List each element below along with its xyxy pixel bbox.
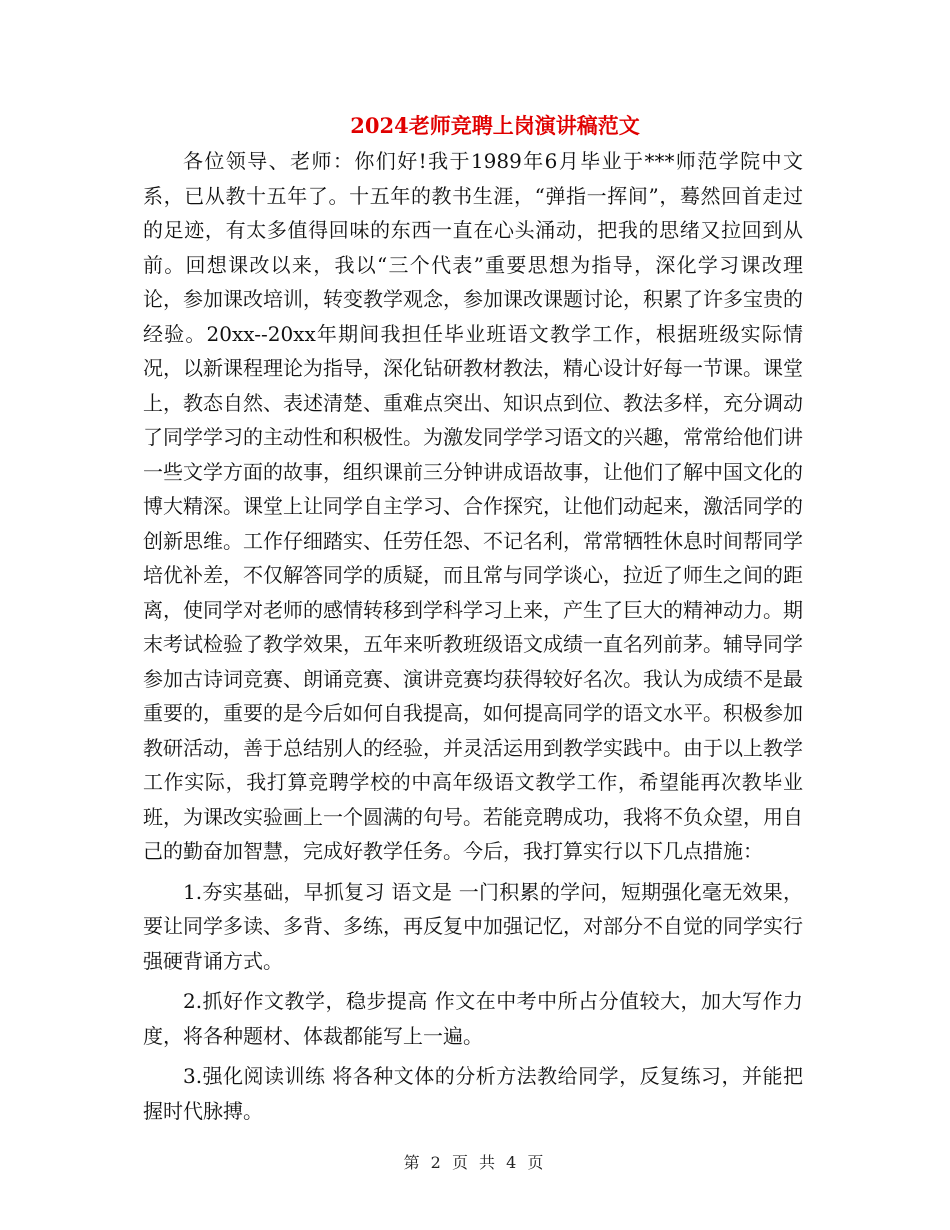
paragraph-measure-2: 2.抓好作文教学，稳步提高 作文在中考中所占分值较大，加大写作力度，将各种题材、体裁都能写上一遍。 — [143, 989, 803, 1048]
document-body — [143, 144, 803, 1128]
paragraph-measure-3: 3.强化阅读训练 将各种文体的分析方法教给同学，反复练习，并能把握时代脉搏。 — [143, 1064, 803, 1123]
document-title: 2024老师竞聘上岗演讲稿范文 — [350, 113, 640, 138]
paragraph-intro: 各位领导、老师：你们好!我于1989年6月毕业于***师范学院中文系，已从教十五年了。十五年的教书生涯，“弹指一挥间”，蓦然回首走过的足迹，有太多值得回味的东西一直在心头涌动，把我的思绪又拉回到从前。回想课改以来，我以“三个代表”重要思想为指导，深化学习课改理论，参加课改培训，转变教学观念，参加课改课题讨论，积累了许多宝贵的经验。20xx--20xx年期间我担任毕业班语文教学工作，根据班级实际情况，以新课程理论为指导，深化钻研教材教法，精心设计好每一节课。课堂上，教态自然、表述清楚、重难点突出、知识点到位、教法多样，充分调动了同学学习的主动性和积极性。为激发同学学习语文的兴趣，常常给他们讲一些文学方面的故事，组织课前三分钟讲成语故事，让他们了解中国文化的博大精深。课堂上让同学自主学习、合作探究，让他们动起来，激活同学的创新思维。工作仔细踏实、任劳任怨、不记名利，常常牺牲休息时间帮同学培优补差，不仅解答同学的质疑，而且常与同学谈心，拉近了师生之间的距离，使同学对老师的感情转移到学科学习上来，产生了巨大的精神动力。期末考试检验了教学效果，五年来听教班级语文成绩一直名列前茅。辅导同学参加古诗词竞赛、朗诵竞赛、演讲竞赛均获得较好名次。我认为成绩不是最重要的，重要的是今后如何自我提高，如何提高同学的语文水平。积极参加教研活动，善于总结别人的经验，并灵活运用到教学实践中。由于以上教学工作实际，我打算竞聘学校的中高年级语文教学工作，希望能再次教毕业班，为课改实验画上一个圆满的句号。若能竞聘成功，我将不负众望，用自己的勤奋加智慧，完成好教学任务。今后，我打算实行以下几点措施： — [143, 149, 803, 863]
page-number-footer: 第 2 页 共 4 页 — [403, 1153, 547, 1172]
paragraph-measure-1: 1.夯实基础，早抓复习 语文是 一门积累的学问，短期强化毫无效果，要让同学多读、多背、多练，再反复中加强记忆，对部分不自觉的同学实行强硬背诵方式。 — [143, 879, 803, 973]
